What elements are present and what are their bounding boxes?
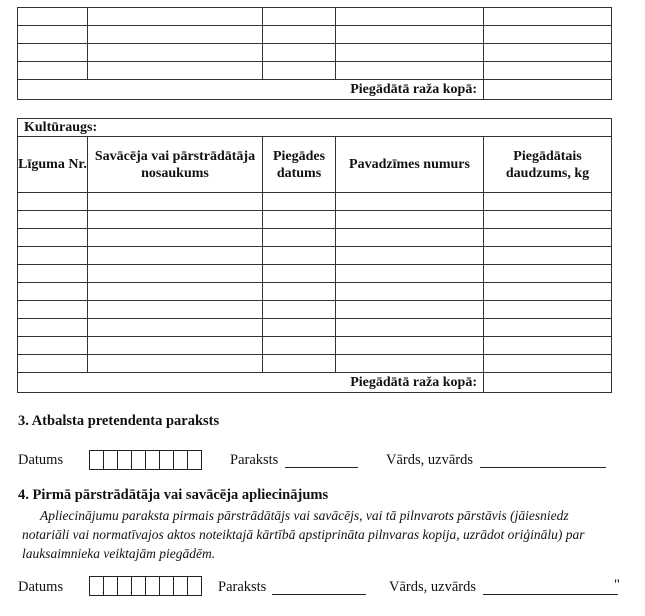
table-row [18, 247, 612, 265]
table-row [18, 301, 612, 319]
table-cell[interactable] [484, 337, 612, 355]
table-cell[interactable] [263, 355, 336, 373]
table-cell[interactable] [88, 211, 263, 229]
table-cell[interactable] [336, 319, 484, 337]
table-cell[interactable] [484, 301, 612, 319]
table-cell[interactable] [18, 283, 88, 301]
table-row [18, 62, 612, 80]
table-cell[interactable] [18, 337, 88, 355]
total-label-main: Piegādātā raža kopā: [18, 373, 484, 393]
table-cell[interactable] [18, 301, 88, 319]
table-row [18, 355, 612, 373]
table-cell[interactable] [336, 26, 484, 44]
table-cell[interactable] [336, 301, 484, 319]
column-header: Piegādes datums [263, 137, 336, 193]
table-cell[interactable] [88, 319, 263, 337]
table-cell[interactable] [484, 319, 612, 337]
column-header: Pavadzīmes numurs [336, 137, 484, 193]
total-label-top: Piegādātā raža kopā: [18, 80, 484, 100]
table-cell[interactable] [263, 26, 336, 44]
column-header: Piegādātais daudzums, kg [484, 137, 612, 193]
table-cell[interactable] [484, 62, 612, 80]
table-cell[interactable] [88, 337, 263, 355]
table-cell[interactable] [484, 8, 612, 26]
table-cell[interactable] [263, 265, 336, 283]
table-header-row [18, 137, 612, 193]
table-cell[interactable] [88, 26, 263, 44]
table-cell[interactable] [336, 44, 484, 62]
table-cell[interactable] [88, 8, 263, 26]
section4-signature-field[interactable] [272, 594, 366, 595]
section3-date-label: Datums [18, 452, 64, 468]
table-cell[interactable] [18, 193, 88, 211]
delivery-table-top [17, 7, 612, 100]
section4-description: Apliecinājumu paraksta pirmais pārstrādātājs vai savācējs, vai tā pilnvarots pārstāvis (jāiesniedz notariāli vai normatīvajos aktos noteiktajā kārtībā apstiprināta pilnvaras kopija, uzrādot oriģinālu) par lauksaimnieka veiktajām piegādēm. [22, 508, 585, 561]
table-row [18, 211, 612, 229]
table-cell[interactable] [484, 283, 612, 301]
section4-name-label: Vārds, uzvārds [389, 579, 476, 595]
total-value-top-field[interactable] [484, 80, 612, 100]
table-cell[interactable] [18, 211, 88, 229]
table-cell[interactable] [336, 283, 484, 301]
table-cell[interactable] [336, 211, 484, 229]
table-cell[interactable] [18, 26, 88, 44]
table-cell[interactable] [263, 193, 336, 211]
table-cell[interactable] [88, 44, 263, 62]
table-cell[interactable] [484, 355, 612, 373]
table-row [18, 26, 612, 44]
section3-signature-label: Paraksts [230, 452, 279, 468]
section4-title: 4. Pirmā pārstrādātāja vai savācēja apliecinājums [18, 487, 329, 503]
column-header: Līguma Nr. [18, 137, 88, 193]
table-row [18, 229, 612, 247]
table-cell[interactable] [336, 8, 484, 26]
table-cell[interactable] [263, 211, 336, 229]
section3-date-field[interactable]: . . [89, 450, 202, 470]
section3-name-label: Vārds, uzvārds [386, 452, 473, 468]
table-cell[interactable] [18, 229, 88, 247]
table-cell[interactable] [263, 337, 336, 355]
table-row [18, 193, 612, 211]
table-cell[interactable] [336, 193, 484, 211]
table-cell[interactable] [88, 229, 263, 247]
table-cell[interactable] [336, 337, 484, 355]
table-cell[interactable] [18, 355, 88, 373]
table-cell[interactable] [88, 247, 263, 265]
table-cell[interactable] [88, 62, 263, 80]
table-cell[interactable] [88, 193, 263, 211]
section4-date-label: Datums [18, 579, 64, 595]
table-cell[interactable] [336, 229, 484, 247]
table-row [18, 44, 612, 62]
table-cell[interactable] [18, 8, 88, 26]
table-row [18, 265, 612, 283]
table-cell[interactable] [484, 211, 612, 229]
table-cell[interactable] [263, 229, 336, 247]
table-cell[interactable] [263, 319, 336, 337]
table-cell[interactable] [263, 62, 336, 80]
table-cell[interactable] [484, 26, 612, 44]
column-header: Savācēja vai pārstrādātāja nosaukums [88, 137, 263, 193]
table-cell[interactable] [18, 247, 88, 265]
table-cell[interactable] [336, 247, 484, 265]
section4-signature-label: Paraksts [218, 579, 267, 595]
section4-trailing-mark: " [614, 577, 620, 593]
table-cell[interactable] [18, 319, 88, 337]
table-cell[interactable] [88, 265, 263, 283]
table-cell[interactable] [88, 355, 263, 373]
table-cell[interactable] [263, 283, 336, 301]
section4-name-field[interactable] [483, 594, 618, 595]
section4-date-field[interactable]: . . [89, 576, 202, 596]
table-cell[interactable] [484, 247, 612, 265]
table-cell[interactable] [18, 62, 88, 80]
section3-name-field[interactable] [480, 467, 606, 468]
table-cell[interactable] [484, 44, 612, 62]
table-row [18, 337, 612, 355]
table-row [18, 8, 612, 26]
table-cell[interactable] [336, 355, 484, 373]
table-cell[interactable] [484, 265, 612, 283]
section3-title: 3. Atbalsta pretendenta paraksts [18, 413, 220, 429]
table-cell[interactable] [88, 283, 263, 301]
table-cell[interactable] [88, 301, 263, 319]
table-cell[interactable] [18, 44, 88, 62]
table-cell[interactable] [18, 265, 88, 283]
table-cell[interactable] [336, 265, 484, 283]
table-row [18, 283, 612, 301]
table-cell[interactable] [336, 62, 484, 80]
table-cell[interactable] [263, 301, 336, 319]
table-cell[interactable] [263, 44, 336, 62]
table-cell[interactable] [484, 229, 612, 247]
delivery-table-main [17, 118, 612, 393]
total-value-main-field[interactable] [484, 373, 612, 393]
table-row [18, 319, 612, 337]
table-cell[interactable] [484, 193, 612, 211]
table-cell[interactable] [263, 8, 336, 26]
table-cell[interactable] [263, 247, 336, 265]
crop-label: Kultūraugs: [18, 119, 612, 137]
section3-signature-field[interactable] [285, 467, 358, 468]
